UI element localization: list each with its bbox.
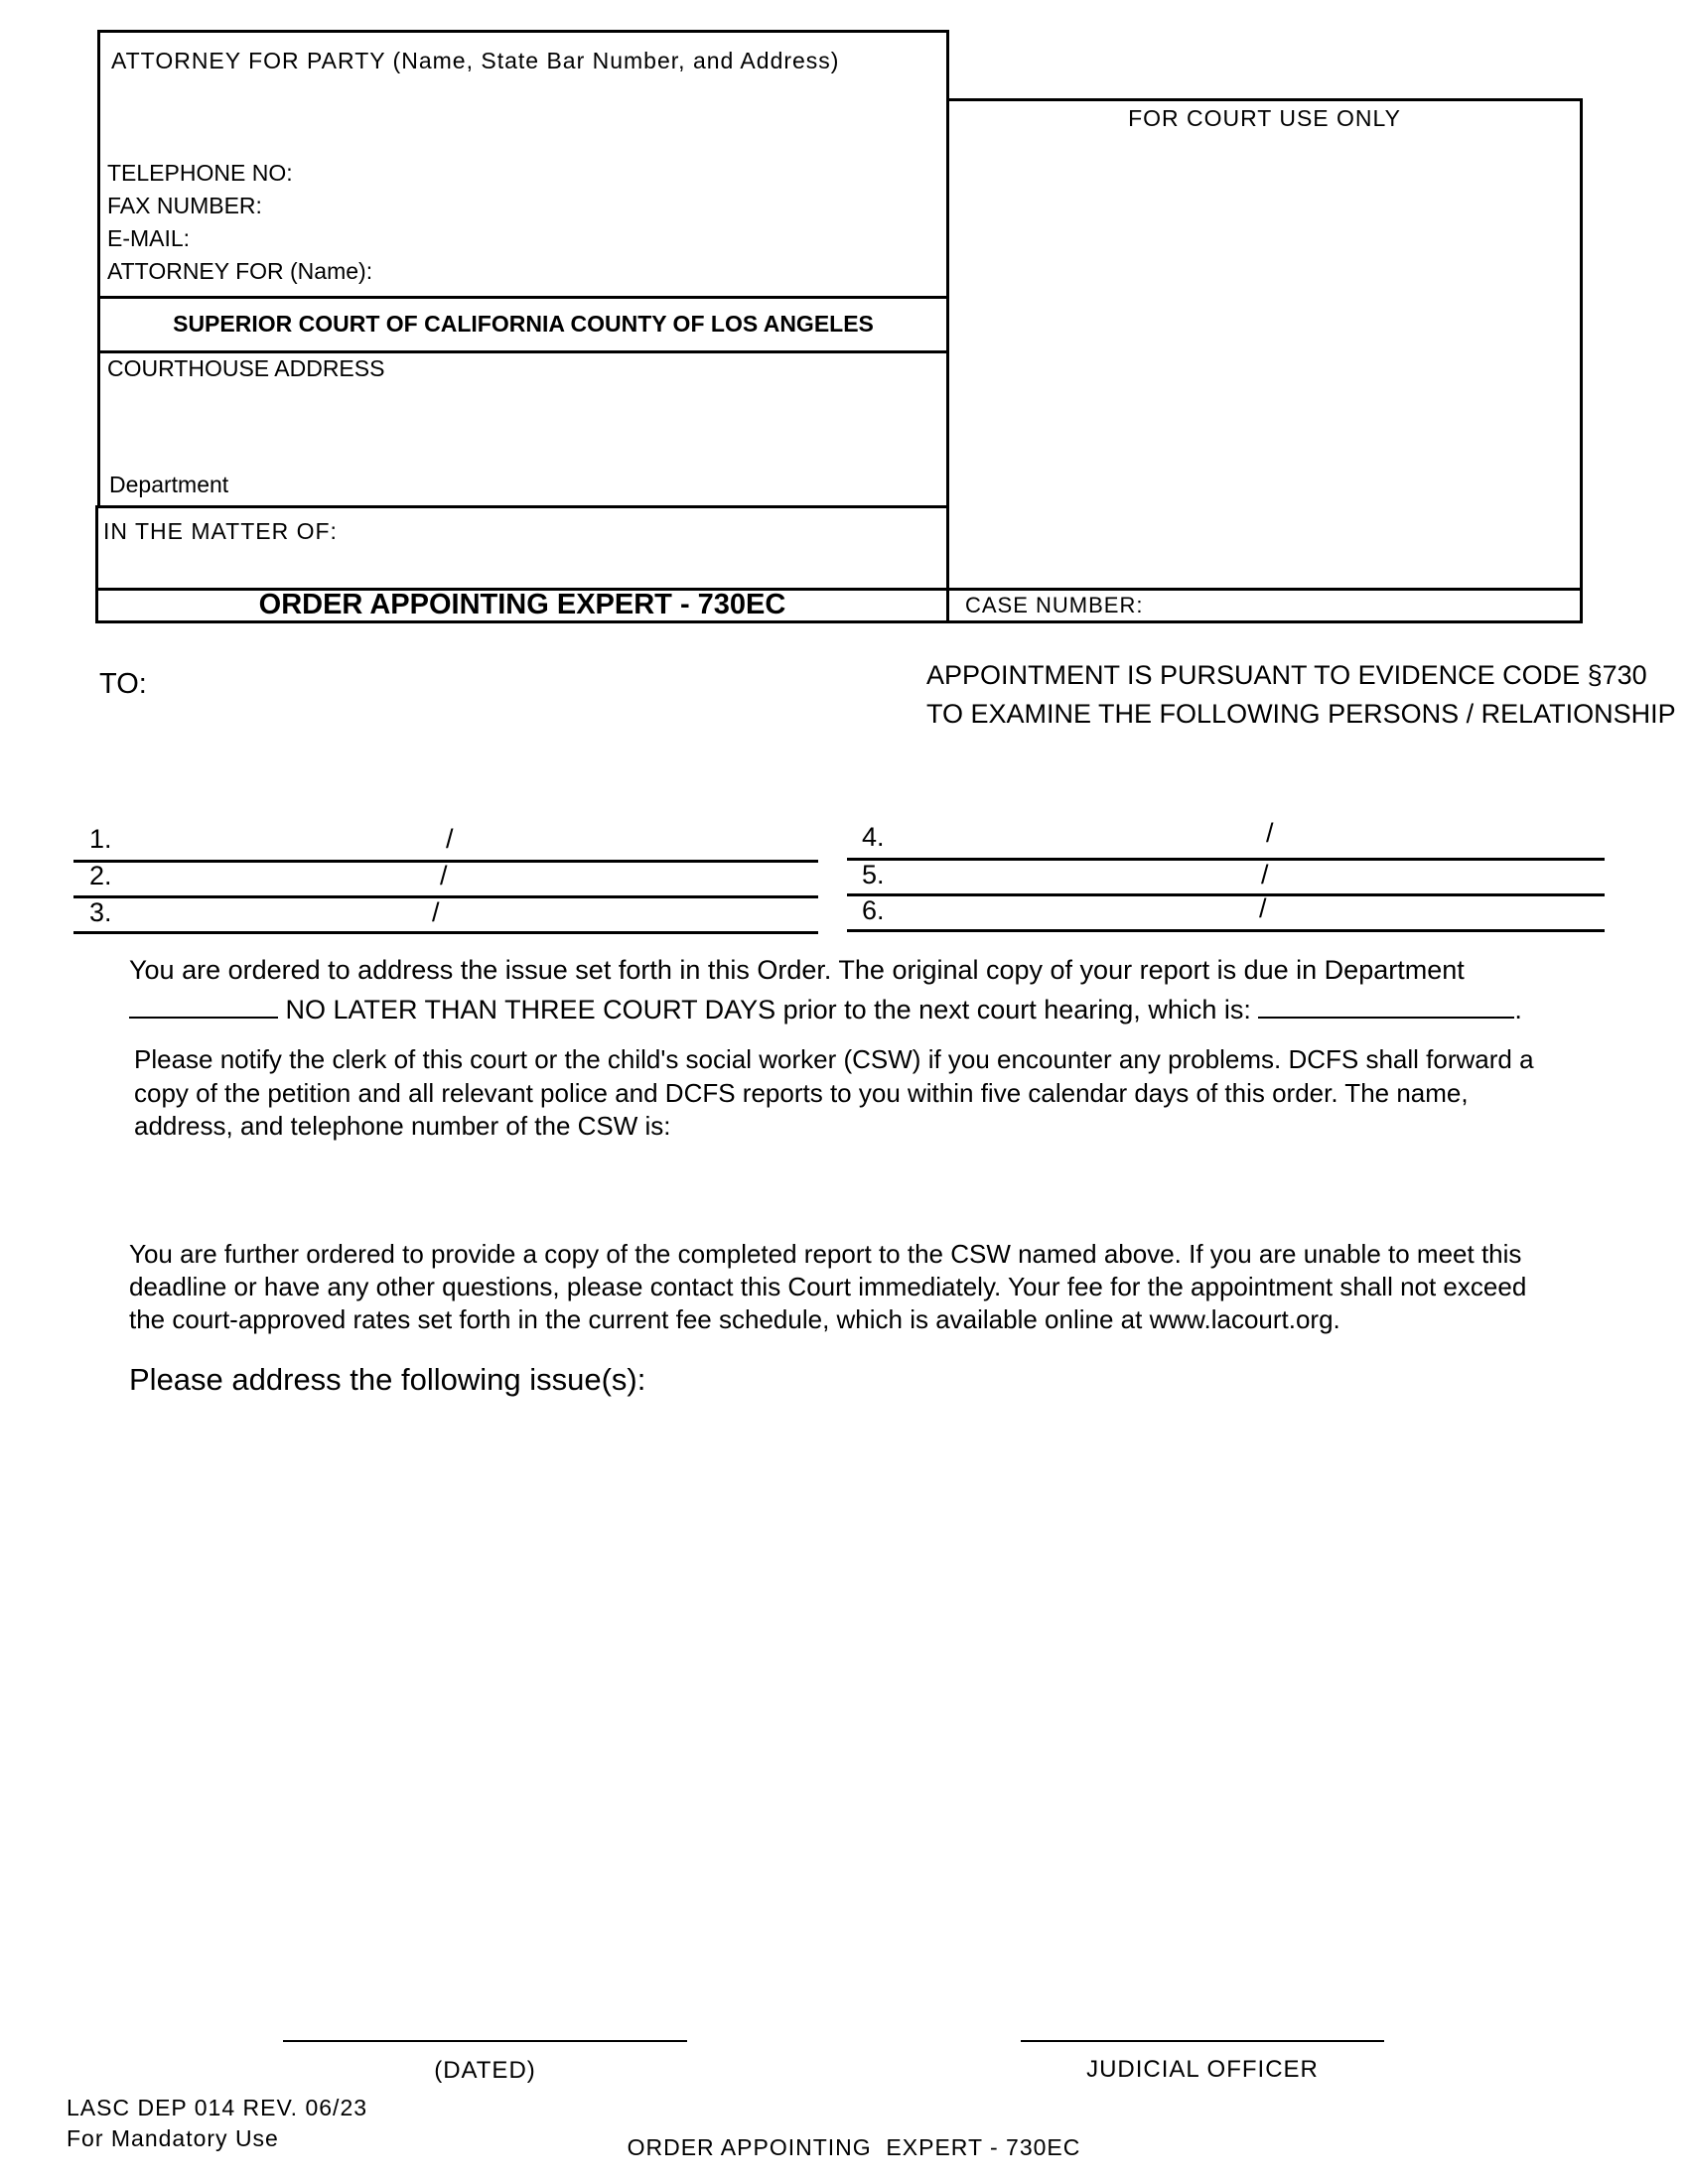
further-line-1: You are further ordered to provide a copy of the completed report to the CSW named above. If you are unable to meet this [129,1239,1522,1269]
appointment-line-2: TO EXAMINE THE FOLLOWING PERSONS / RELATIONSHIP [926,699,1676,729]
further-line-2: deadline or have any other questions, please contact this Court immediately. Your fee for the appointment shall not exceed [129,1272,1527,1301]
court-name: SUPERIOR COURT OF CALIFORNIA COUNTY OF LOS ANGELES [173,311,874,337]
judicial-officer-line[interactable] [1021,2040,1384,2042]
courthouse-address-label: COURTHOUSE ADDRESS [107,355,385,381]
attorney-name-field[interactable] [107,81,939,151]
person-1-separator: / [446,824,454,854]
mandatory-use: For Mandatory Use [67,2125,279,2151]
attorney-label: ATTORNEY FOR PARTY (Name, State Bar Number, and Address) [111,48,840,73]
person-5-separator: / [1261,860,1269,889]
issues-field[interactable] [129,1410,1579,2005]
further-line-3: the court-approved rates set forth in the current fee schedule, which is available online at www.lacourt.org. [129,1304,1340,1334]
person-6-line[interactable] [847,929,1605,932]
order-line-2: NO LATER THAN THREE COURT DAYS prior to the next court hearing, which is: [285,995,1251,1024]
person-1-number: 1. [89,824,112,854]
person-4-number: 4. [862,822,885,852]
to-label: TO: [99,668,147,700]
person-5-line[interactable] [847,893,1605,896]
person-3-separator: / [432,897,440,927]
case-number-label: CASE NUMBER: [965,593,1144,617]
fax-label: FAX NUMBER: [107,193,262,218]
person-4-separator: / [1266,818,1274,848]
person-2-number: 2. [89,861,112,890]
telephone-label: TELEPHONE NO: [107,160,293,186]
dated-line[interactable] [283,2040,687,2042]
person-2-line[interactable] [73,895,818,898]
person-6-separator: / [1259,893,1267,923]
notify-line-1: Please notify the clerk of this court or the child's social worker (CSW) if you encounter any problems. DCFS shall forward a [134,1044,1534,1074]
person-3-number: 3. [89,897,112,927]
csw-info-field[interactable] [134,1144,1584,1231]
form-code: LASC DEP 014 REV. 06/23 [67,2095,368,2120]
person-2-separator: / [440,861,448,890]
notify-line-2: copy of the petition and all relevant police and DCFS reports to you within five calendar days of this order. The name, [134,1078,1469,1108]
person-4-line[interactable] [847,858,1605,861]
court-use-box [946,98,1583,591]
court-use-label: FOR COURT USE ONLY [1128,105,1401,131]
email-label: E-MAIL: [107,225,191,251]
attorney-for-label: ATTORNEY FOR (Name): [107,258,373,284]
issues-heading: Please address the following issue(s): [129,1362,646,1397]
footer-title: ORDER APPOINTING EXPERT - 730EC [627,2134,1081,2160]
person-5-number: 5. [862,860,885,889]
form-title: ORDER APPOINTING EXPERT - 730EC [258,589,786,620]
judicial-officer-label: JUDICIAL OFFICER [1086,2056,1319,2083]
department-blank[interactable] [129,993,278,1019]
order-line-1: You are ordered to address the issue set forth in this Order. The original copy of your report is due in Department [129,955,1465,985]
order-line-2-row: NO LATER THAN THREE COURT DAYS prior to the next court hearing, which is: . [129,993,1522,1025]
person-6-number: 6. [862,895,885,925]
matter-label: IN THE MATTER OF: [103,518,338,544]
hearing-date-blank[interactable] [1258,993,1514,1019]
dated-label: (DATED) [434,2057,536,2084]
notify-line-3: address, and telephone number of the CSW is: [134,1111,671,1141]
person-3-line[interactable] [73,931,818,934]
appointment-line-1: APPOINTMENT IS PURSUANT TO EVIDENCE CODE §730 [926,660,1647,690]
department-label: Department [109,472,229,497]
